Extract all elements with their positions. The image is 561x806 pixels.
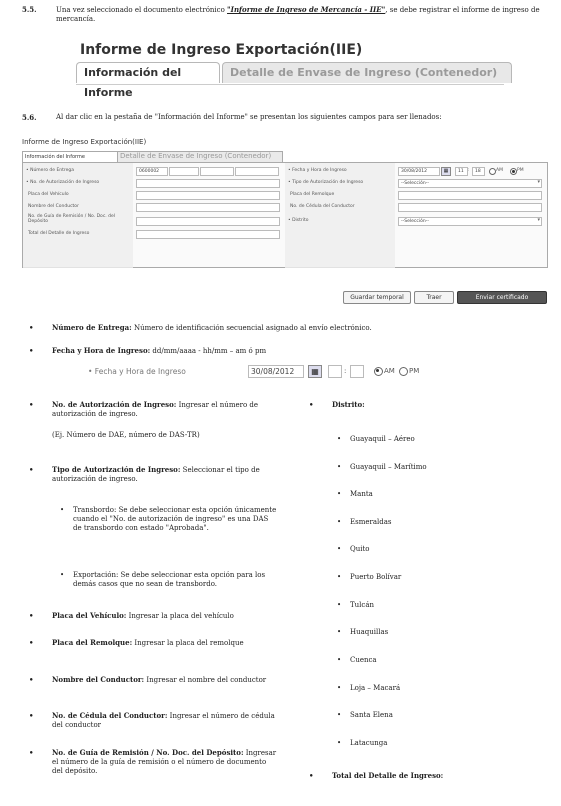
calendar-icon[interactable]: ▦ <box>308 365 322 378</box>
label-column <box>285 163 395 268</box>
bullet-icon: • <box>29 465 34 474</box>
description: Exportación: Se debe seleccionar esta opción para los demás casos que no sean de transbordo. <box>73 571 266 588</box>
minuto-field[interactable]: 18 <box>472 167 485 176</box>
list-item <box>337 490 373 499</box>
term: No. de Cédula del Conductor: <box>52 711 168 720</box>
term: Fecha y Hora de Ingreso: <box>52 346 151 355</box>
traer-button[interactable]: Traer <box>414 291 454 304</box>
bullet-total-detalle <box>309 771 532 781</box>
calendar-icon[interactable]: ▦ <box>441 167 451 176</box>
bullet-icon: • <box>29 400 34 409</box>
term: Total del Detalle de Ingreso: <box>332 771 444 780</box>
pm-radio[interactable] <box>399 367 408 376</box>
cedula-conductor-field[interactable] <box>398 203 542 212</box>
tipo-autorizacion-select[interactable]: --Selección-- ▾ <box>398 179 542 188</box>
bullet-icon: • <box>337 573 342 581</box>
term: No. de Autorización de Ingreso: <box>52 400 177 409</box>
label-nombre-conductor: Nombre del Conductor <box>28 204 79 209</box>
sub-bullet-exportacion <box>60 571 277 589</box>
term: Nombre del Conductor: <box>52 675 145 684</box>
bullet-nombre-conductor <box>29 675 277 685</box>
list-item <box>337 435 415 444</box>
district-name: Guayaquil – Aéreo <box>350 435 415 443</box>
document-name: "Informe de Ingreso de Mercancía - IIE" <box>227 5 386 14</box>
bullet-icon: • <box>337 435 342 443</box>
bullet-fecha-hora <box>29 346 542 356</box>
bullet-icon: • <box>29 675 34 684</box>
description: Ingresar el número de la guía de remisión o el número de documento del depósito. <box>52 749 277 775</box>
bullet-icon: • <box>309 771 314 780</box>
description: Número de identificación secuencial asignado al envío electrónico. <box>131 324 372 332</box>
bullet-icon: • <box>60 506 65 514</box>
example-text: (Ej. Número de DAE, número de DAS-TR) <box>52 431 200 439</box>
district-name: Esmeraldas <box>350 518 392 526</box>
total-detalle-field[interactable] <box>136 230 280 239</box>
description: Seleccionar el tipo de autorización de ingreso. <box>52 466 260 483</box>
report-title: Informe de Ingreso Exportación(IIE) <box>80 42 363 58</box>
form-panel <box>22 162 548 268</box>
description: Ingresar el número de autorización de ingreso. <box>52 401 259 418</box>
bullet-distrito <box>309 400 532 410</box>
bullet-icon: • <box>29 748 34 757</box>
list-item <box>337 518 392 527</box>
numero-entrega-part3[interactable] <box>200 167 234 176</box>
term: Distrito: <box>332 400 365 409</box>
guia-remision-field[interactable] <box>136 217 280 226</box>
description: Ingresar el número de cédula del conductor <box>52 712 275 729</box>
pm-label: PM <box>517 168 524 173</box>
time-separator: : <box>344 367 347 375</box>
district-name: Loja – Macará <box>350 684 401 692</box>
district-name: Cuenca <box>350 656 377 664</box>
bullet-icon: • <box>337 490 342 498</box>
bullet-icon: • <box>60 571 65 579</box>
numero-entrega-part4[interactable] <box>235 167 279 176</box>
bullet-placa-vehiculo <box>29 611 277 621</box>
list-item <box>337 656 377 665</box>
label-guia-remision: No. de Guía de Remisión / No. Doc. del Depósito <box>28 214 116 224</box>
pm-label: PM <box>409 367 420 375</box>
description: Ingresar el nombre del conductor <box>144 676 267 684</box>
report-tabs <box>76 62 502 99</box>
section-number: 5.5. <box>22 5 37 14</box>
text-part: Una vez seleccionado el documento electrónico <box>56 6 228 14</box>
bullet-numero-entrega <box>29 323 542 333</box>
label-placa-vehiculo: Placa del Vehículo <box>28 192 69 197</box>
district-name: Guayaquil – Marítimo <box>350 463 427 471</box>
label-total-detalle: Total del Detalle de Ingreso <box>28 231 90 236</box>
form-tab-detalle[interactable]: Detalle de Envase de Ingreso (Contenedor) <box>117 151 283 162</box>
bullet-icon: • <box>29 323 34 332</box>
list-item <box>337 739 388 748</box>
am-radio[interactable] <box>489 168 496 175</box>
am-label: AM <box>496 168 503 173</box>
tab-informacion[interactable]: Información del Informe <box>76 62 220 83</box>
divider <box>76 84 504 85</box>
tab-detalle-envase[interactable]: Detalle de Envase de Ingreso (Contenedor) <box>222 62 512 83</box>
sub-bullet-transbordo <box>60 506 277 533</box>
list-item <box>337 628 389 637</box>
form-title: Informe de Ingreso Exportación(IIE) <box>22 138 147 146</box>
bullet-cedula-conductor <box>29 711 277 730</box>
bullet-icon: • <box>309 400 314 409</box>
list-item <box>337 601 375 610</box>
term: No. de Guía de Remisión / No. Doc. del Depósito: <box>52 748 244 757</box>
section-text: Al dar clic en la pestaña de "Información del Informe" se presentan los siguientes campos para ser llenados: <box>56 113 442 121</box>
bullet-icon: • <box>29 638 34 647</box>
label-fecha-hora: • Fecha y Hora de Ingreso <box>288 168 347 173</box>
bullet-guia-remision <box>29 748 277 776</box>
enviar-certificado-button[interactable]: Enviar certificado <box>457 291 547 304</box>
district-name: Puerto Bolívar <box>350 573 402 581</box>
distrito-select[interactable]: --Selección-- ▾ <box>398 217 542 226</box>
fecha-field[interactable]: 30/08/2012 <box>398 167 440 176</box>
bullet-icon: • <box>337 463 342 471</box>
label-tipo-autorizacion: • Tipo de Autorización de Ingreso <box>288 180 364 185</box>
description: Transbordo: Se debe seleccionar esta opción únicamente cuando el "No. de autorización de ingreso" es una DAS de transbordo con estado "Aprobada". <box>73 506 277 532</box>
minuto-example-field[interactable] <box>350 365 364 378</box>
fecha-example <box>88 364 478 380</box>
bullet-icon: • <box>337 518 342 526</box>
section-text <box>56 5 546 24</box>
placa-remolque-field[interactable] <box>398 191 542 200</box>
label-cedula-conductor: No. de Cédula del Conductor <box>290 204 355 209</box>
district-name: Manta <box>350 490 373 498</box>
section-number: 5.6. <box>22 113 37 122</box>
numero-entrega-part2[interactable] <box>169 167 199 176</box>
pm-radio[interactable] <box>510 168 517 175</box>
description: Ingresar la placa del vehículo <box>126 612 234 620</box>
hora-field[interactable]: 11 <box>455 167 468 176</box>
autorizacion-field[interactable] <box>136 179 280 188</box>
bullet-icon: • <box>337 684 342 692</box>
bullet-icon: • <box>29 711 34 720</box>
list-item <box>337 573 402 582</box>
term: Tipo de Autorización de Ingreso: <box>52 465 181 474</box>
placa-vehiculo-field[interactable] <box>136 191 280 200</box>
district-name: Tulcán <box>350 601 375 609</box>
nombre-conductor-field[interactable] <box>136 203 280 212</box>
bullet-tipo-autorizacion <box>29 465 277 484</box>
bullet-icon: • <box>337 545 342 553</box>
label-placa-remolque: Placa del Remolque <box>290 192 335 197</box>
district-name: Santa Elena <box>350 711 393 719</box>
term: Placa del Vehículo: <box>52 611 127 620</box>
description: dd/mm/aaaa - hh/mm – am ó pm <box>150 347 267 355</box>
bullet-icon: • <box>29 611 34 620</box>
district-name: Quito <box>350 545 370 553</box>
term: Número de Entrega: <box>52 323 132 332</box>
label-autorizacion: • No. de Autorización de Ingreso <box>26 180 100 185</box>
bullet-icon: • <box>337 628 342 636</box>
hora-example-field[interactable] <box>328 365 342 378</box>
numero-entrega-field[interactable]: 0600002 <box>136 167 168 176</box>
label-distrito: • Distrito <box>288 218 309 223</box>
fecha-label: • Fecha y Hora de Ingreso <box>88 367 186 376</box>
time-separator: : <box>468 168 470 173</box>
am-label: AM <box>384 367 395 375</box>
label-numero-entrega: • Número de Entrega <box>26 168 75 173</box>
bullet-icon: • <box>337 711 342 719</box>
bullet-icon: • <box>29 346 34 355</box>
bullet-autorizacion <box>29 400 277 419</box>
district-name: Huaquillas <box>350 628 389 636</box>
list-item <box>337 684 401 693</box>
bullet-icon: • <box>337 601 342 609</box>
list-item <box>337 711 393 720</box>
text-part: , se debe registrar el informe de ingreso de mercancía. <box>56 6 540 23</box>
fecha-example-field[interactable]: 30/08/2012 <box>248 365 304 378</box>
guardar-temporal-button[interactable]: Guardar temporal <box>343 291 411 304</box>
list-item <box>337 463 427 472</box>
term: Placa del Remolque: <box>52 638 133 647</box>
list-item <box>337 545 370 554</box>
district-name: Latacunga <box>350 739 388 747</box>
description: Ingresar la placa del remolque <box>132 639 244 647</box>
bullet-placa-remolque <box>29 638 277 648</box>
bullet-icon: • <box>337 656 342 664</box>
am-radio[interactable] <box>374 367 383 376</box>
bullet-icon: • <box>337 739 342 747</box>
form-tab-informacion[interactable]: Información del Informe <box>22 151 120 162</box>
